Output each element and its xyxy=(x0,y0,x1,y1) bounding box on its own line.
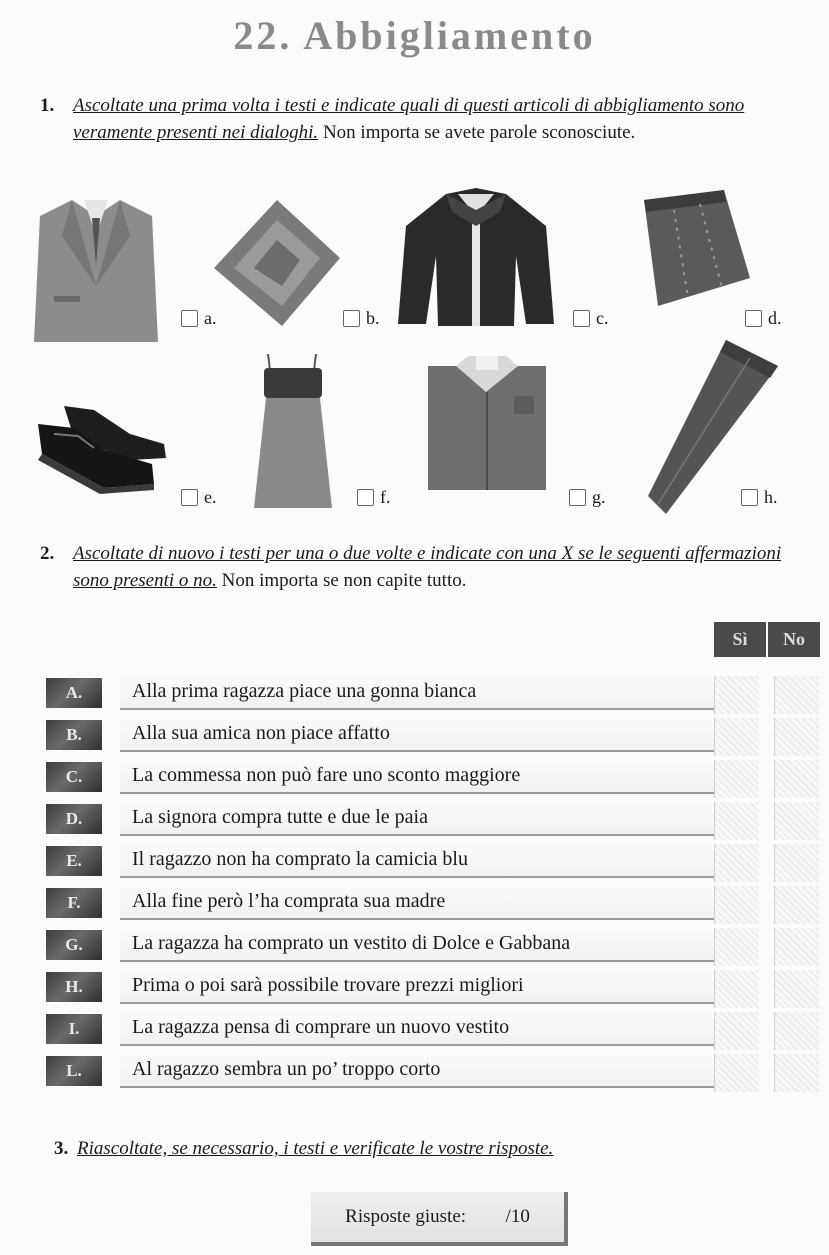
table-row xyxy=(46,1054,826,1096)
row-letter: C. xyxy=(46,762,102,792)
answer-si-cell[interactable] xyxy=(714,718,759,756)
checkbox-box[interactable] xyxy=(357,489,374,506)
answer-no-cell[interactable] xyxy=(774,1054,819,1092)
answer-si-cell[interactable] xyxy=(714,802,759,840)
answer-no-cell[interactable] xyxy=(774,718,819,756)
answer-si-cell[interactable] xyxy=(714,886,759,924)
row-letter: D. xyxy=(46,804,102,834)
skirt-icon xyxy=(638,188,753,308)
answer-no-cell[interactable] xyxy=(774,676,819,714)
table-header xyxy=(714,622,820,657)
item-label: a. xyxy=(204,308,217,328)
answer-si-cell[interactable] xyxy=(714,760,759,798)
item-g-checkbox[interactable] xyxy=(569,487,606,508)
item-label: g. xyxy=(592,487,606,507)
row-letter: L. xyxy=(46,1056,102,1086)
exercise-3-number: 3. xyxy=(54,1138,69,1159)
exercise-1-instruction: Ascoltate una prima volta i testi e indicate quali di questi articoli di abbigliamento sono veramente presenti nei dialoghi. xyxy=(73,95,745,143)
scarf-icon xyxy=(212,198,342,328)
answer-no-cell[interactable] xyxy=(774,970,819,1008)
score-total: /10 xyxy=(505,1206,530,1227)
item-label: e. xyxy=(204,487,217,507)
shirt-icon xyxy=(426,352,548,492)
item-label: d. xyxy=(768,308,782,328)
page-title: 22. Abbigliamento xyxy=(233,13,596,58)
item-c-checkbox[interactable] xyxy=(573,308,609,329)
checkbox-box[interactable] xyxy=(569,489,586,506)
item-e-checkbox[interactable] xyxy=(181,487,217,508)
shoes-icon xyxy=(34,404,170,494)
item-f-checkbox[interactable] xyxy=(357,487,391,508)
table-row xyxy=(46,718,826,760)
answer-si-cell[interactable] xyxy=(714,1054,759,1092)
exercise-2 xyxy=(40,540,810,594)
answer-no-cell[interactable] xyxy=(774,886,819,924)
row-letter: A. xyxy=(46,678,102,708)
statements-table xyxy=(46,676,826,1096)
item-label: h. xyxy=(764,487,778,507)
row-statement: Al ragazzo sembra un po’ troppo corto xyxy=(120,1054,727,1088)
row-letter: F. xyxy=(46,888,102,918)
item-h-checkbox[interactable] xyxy=(741,487,778,508)
score-box xyxy=(311,1192,568,1246)
table-row xyxy=(46,760,826,802)
exercise-1-number: 1. xyxy=(40,95,55,116)
table-row xyxy=(46,844,826,886)
row-statement: Il ragazzo non ha comprato la camicia blu xyxy=(120,844,727,878)
answer-si-cell[interactable] xyxy=(714,928,759,966)
answer-si-cell[interactable] xyxy=(714,1012,759,1050)
table-row xyxy=(46,802,826,844)
row-statement: La signora compra tutte e due le paia xyxy=(120,802,727,836)
dress-icon xyxy=(252,352,334,512)
table-row xyxy=(46,886,826,928)
answer-si-cell[interactable] xyxy=(714,970,759,1008)
row-letter: G. xyxy=(46,930,102,960)
exercise-3 xyxy=(54,1135,794,1162)
header-no: No xyxy=(768,622,820,657)
checkbox-box[interactable] xyxy=(745,310,762,327)
header-si: Sì xyxy=(714,622,766,657)
exercise-2-number: 2. xyxy=(40,543,55,564)
row-letter: E. xyxy=(46,846,102,876)
answer-no-cell[interactable] xyxy=(774,802,819,840)
clothing-items xyxy=(0,180,829,520)
checkbox-box[interactable] xyxy=(343,310,360,327)
jacket-icon xyxy=(32,196,160,346)
row-statement: Alla sua amica non piace affatto xyxy=(120,718,727,752)
row-statement: La commessa non può fare uno sconto maggiore xyxy=(120,760,727,794)
exercise-1-note: Non importa se avete parole sconosciute. xyxy=(318,122,636,143)
checkbox-box[interactable] xyxy=(181,310,198,327)
row-statement: Prima o poi sarà possibile trovare prezzi migliori xyxy=(120,970,727,1004)
leather-jacket-icon xyxy=(396,186,556,331)
exercise-1 xyxy=(40,92,800,146)
answer-no-cell[interactable] xyxy=(774,928,819,966)
answer-si-cell[interactable] xyxy=(714,676,759,714)
checkbox-box[interactable] xyxy=(741,489,758,506)
exercise-3-instruction: Riascoltate, se necessario, i testi e verificate le vostre risposte. xyxy=(77,1138,554,1159)
row-statement: La ragazza ha comprato un vestito di Dolce e Gabbana xyxy=(120,928,727,962)
item-label: f. xyxy=(380,487,391,507)
answer-no-cell[interactable] xyxy=(774,1012,819,1050)
checkbox-box[interactable] xyxy=(573,310,590,327)
table-row xyxy=(46,928,826,970)
item-d-checkbox[interactable] xyxy=(745,308,782,329)
answer-no-cell[interactable] xyxy=(774,844,819,882)
answer-no-cell[interactable] xyxy=(774,760,819,798)
checkbox-box[interactable] xyxy=(181,489,198,506)
table-row xyxy=(46,676,826,718)
table-row xyxy=(46,970,826,1012)
row-statement: Alla fine però l’ha comprata sua madre xyxy=(120,886,727,920)
row-letter: H. xyxy=(46,972,102,1002)
row-statement: Alla prima ragazza piace una gonna bianca xyxy=(120,676,727,710)
item-b-checkbox[interactable] xyxy=(343,308,380,329)
row-letter: I. xyxy=(46,1014,102,1044)
answer-si-cell[interactable] xyxy=(714,844,759,882)
row-statement: La ragazza pensa di comprare un nuovo vestito xyxy=(120,1012,727,1046)
exercise-2-note: Non importa se non capite tutto. xyxy=(216,570,467,591)
score-label: Risposte giuste: xyxy=(345,1206,467,1227)
item-label: b. xyxy=(366,308,380,328)
exercise-2-instruction: Ascoltate di nuovo i testi per una o due volte e indicate con una X se le seguenti affermazioni sono presenti o no. xyxy=(73,543,782,591)
row-letter: B. xyxy=(46,720,102,750)
item-label: c. xyxy=(596,308,609,328)
table-row xyxy=(46,1012,826,1054)
